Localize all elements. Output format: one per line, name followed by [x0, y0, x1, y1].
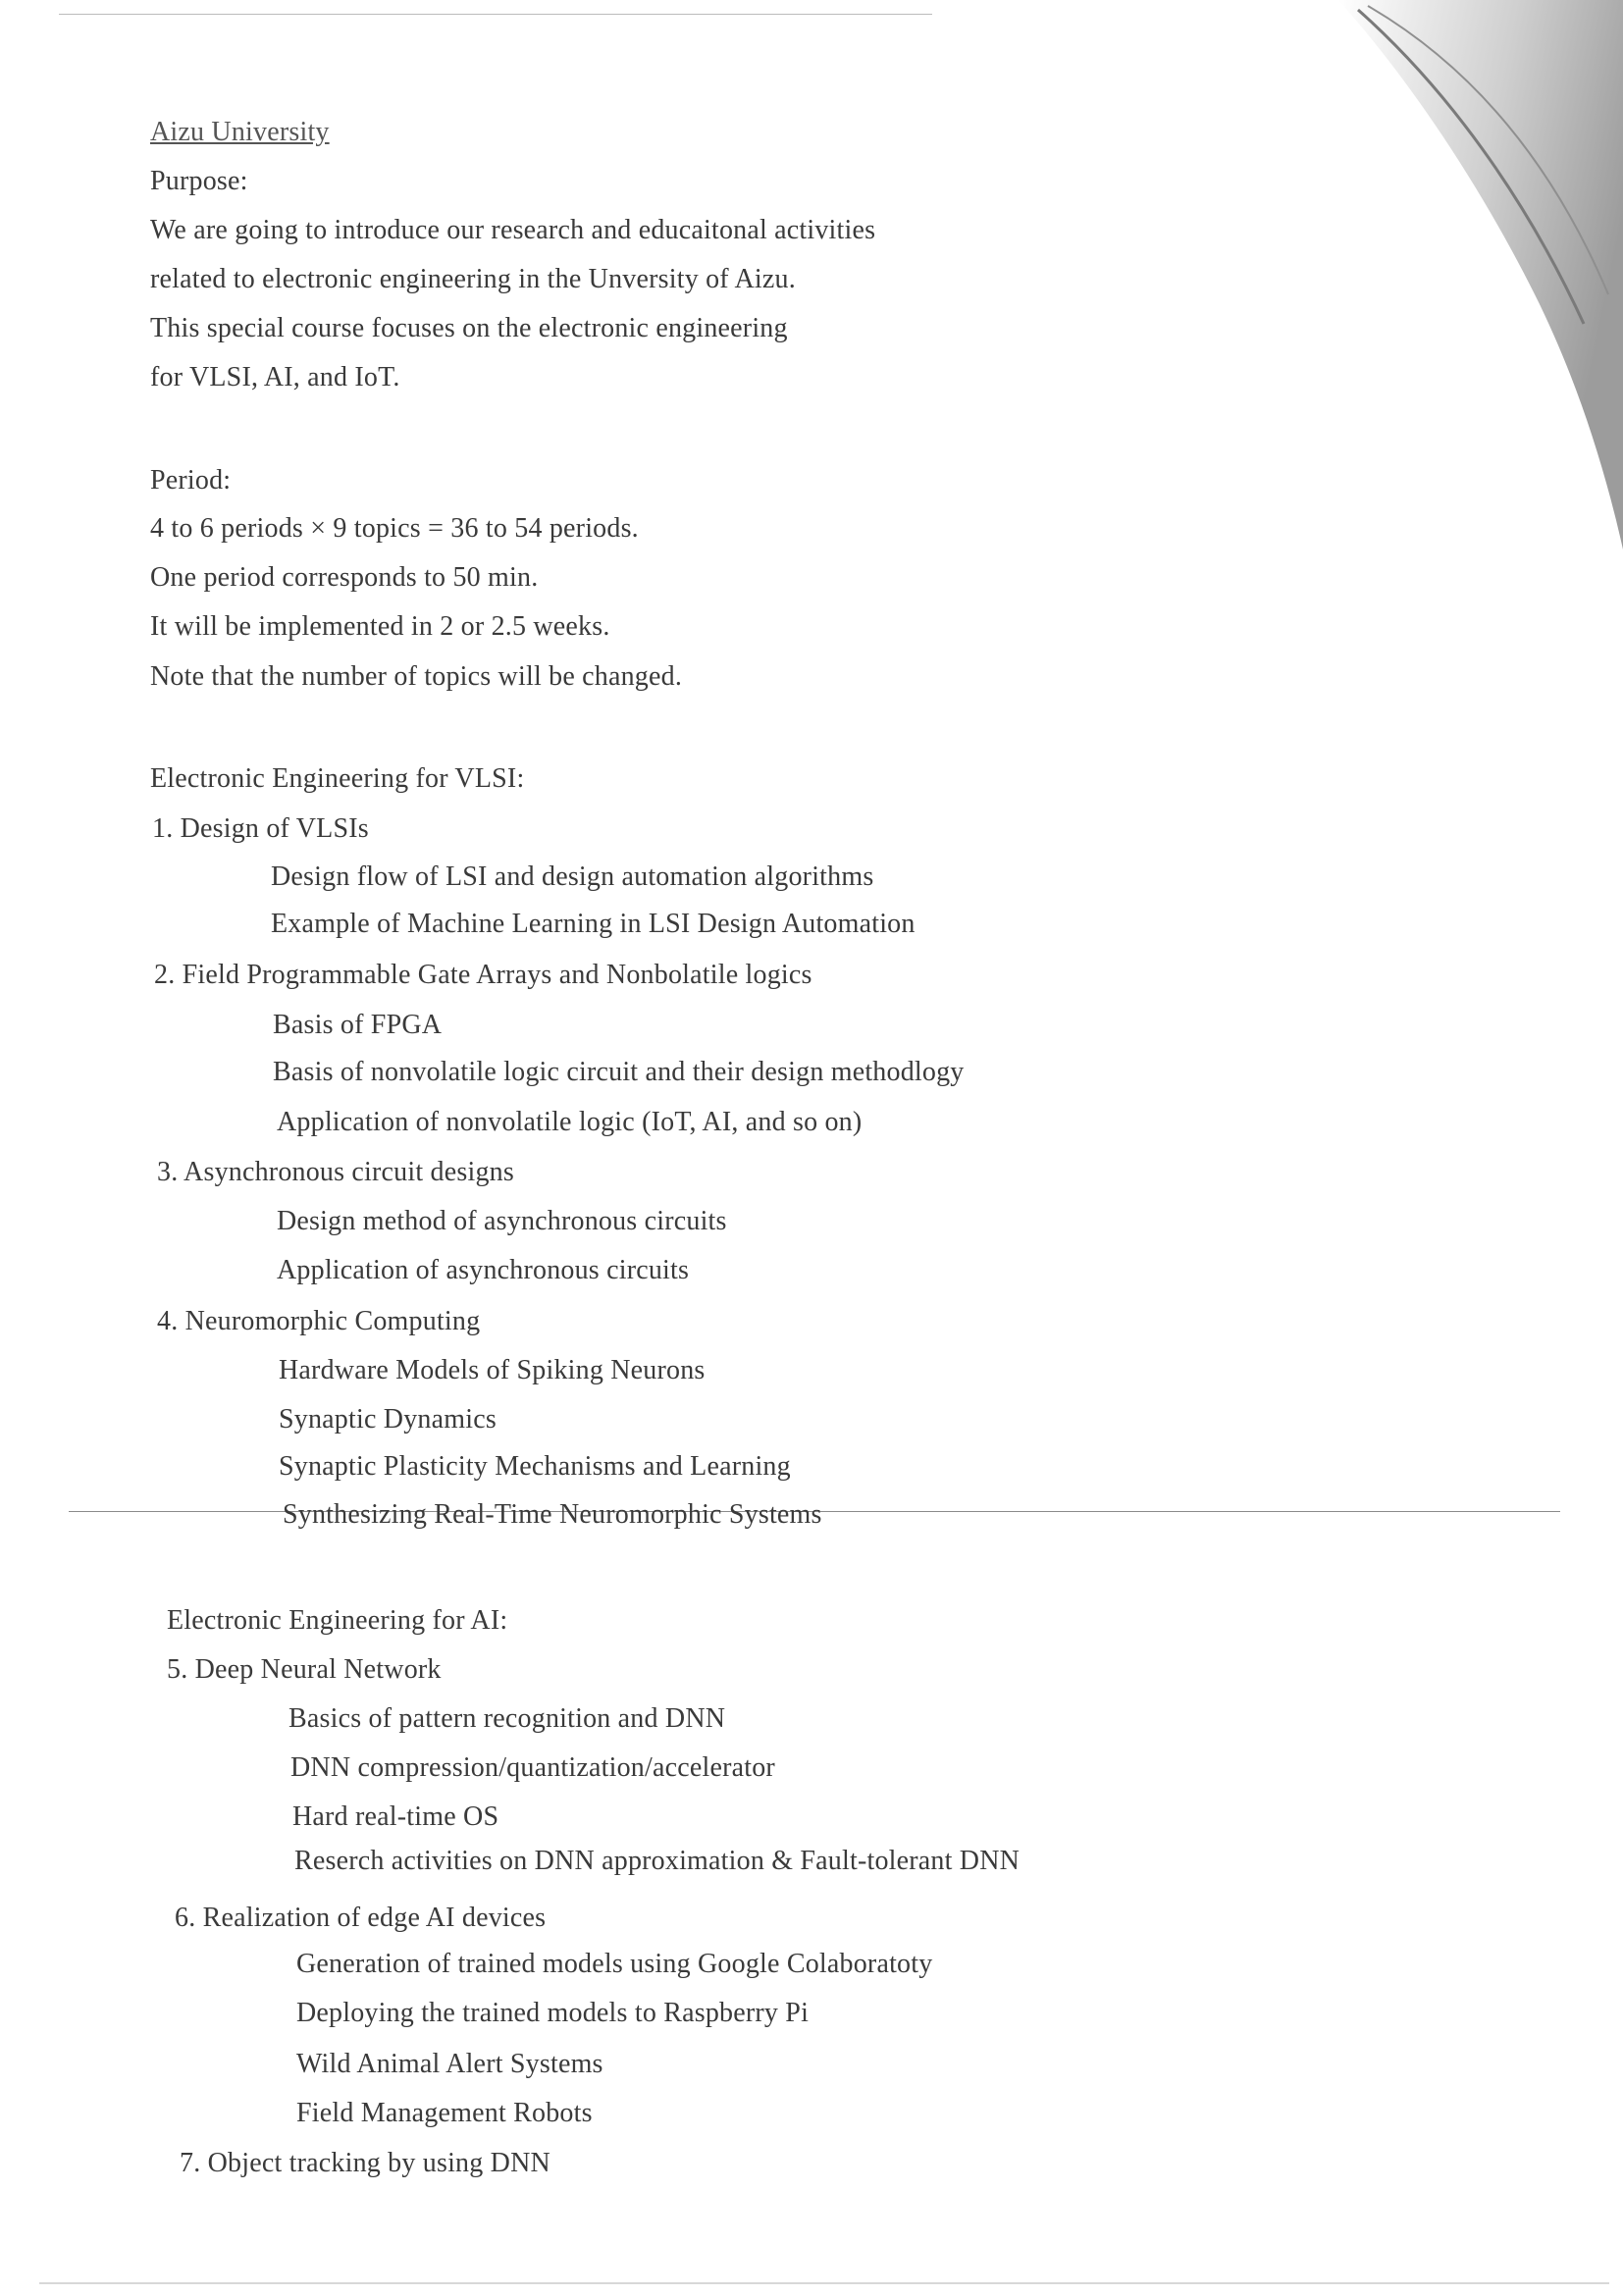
- purpose-line: This special course focuses on the electronic engineering: [150, 313, 788, 343]
- period-line: It will be implemented in 2 or 2.5 weeks.: [150, 611, 610, 642]
- topic-item: Example of Machine Learning in LSI Design Automation: [271, 909, 916, 939]
- topic-title: 7. Object tracking by using DNN: [180, 2148, 550, 2178]
- purpose-line: related to electronic engineering in the Unversity of Aizu.: [150, 264, 796, 294]
- topic-title: 6. Realization of edge AI devices: [175, 1903, 547, 1933]
- topic-title: 4. Neuromorphic Computing: [157, 1306, 481, 1336]
- topic-title: 2. Field Programmable Gate Arrays and Nonbolatile logics: [154, 960, 812, 990]
- purpose-heading: Purpose:: [150, 166, 248, 196]
- topic-item: Field Management Robots: [296, 2098, 593, 2128]
- topic-item: Synaptic Plasticity Mechanisms and Learning: [279, 1451, 791, 1482]
- topic-item: Design flow of LSI and design automation algorithms: [271, 861, 874, 892]
- topic-item: Basis of FPGA: [273, 1010, 443, 1040]
- topic-item: Hard real-time OS: [292, 1801, 499, 1832]
- topic-item: Deploying the trained models to Raspberry Pi: [296, 1998, 810, 2028]
- topic-item: Application of nonvolatile logic (IoT, AI, and so on): [277, 1107, 863, 1137]
- topic-item: Hardware Models of Spiking Neurons: [279, 1355, 706, 1385]
- topic-item: Basis of nonvolatile logic circuit and their design methodlogy: [273, 1057, 965, 1087]
- topic-item: Synthesizing Real-Time Neuromorphic Systems: [283, 1499, 822, 1530]
- scan-top-edge: [59, 14, 932, 15]
- topic-item: Synaptic Dynamics: [279, 1404, 497, 1435]
- vlsi-heading: Electronic Engineering for VLSI:: [150, 763, 525, 794]
- topic-item: Reserch activities on DNN approximation & Fault-tolerant DNN: [294, 1846, 1021, 1876]
- ai-heading: Electronic Engineering for AI:: [167, 1605, 508, 1636]
- topic-item: DNN compression/quantization/accelerator: [290, 1752, 775, 1783]
- topic-title: 3. Asynchronous circuit designs: [157, 1157, 514, 1187]
- topic-title: 5. Deep Neural Network: [167, 1654, 442, 1685]
- period-line: One period corresponds to 50 min.: [150, 562, 539, 593]
- topic-title: 1. Design of VLSIs: [152, 813, 369, 844]
- topic-item: Design method of asynchronous circuits: [277, 1206, 727, 1236]
- topic-item: Wild Animal Alert Systems: [296, 2049, 603, 2079]
- folded-corner-shadow: [1338, 0, 1623, 549]
- topic-item: Generation of trained models using Google Colaboratoty: [296, 1949, 933, 1979]
- topic-item: Basics of pattern recognition and DNN: [288, 1703, 726, 1734]
- period-line: 4 to 6 periods × 9 topics = 36 to 54 periods.: [150, 513, 639, 544]
- scan-bottom-edge: [39, 2282, 1609, 2284]
- page-title: Aizu University: [150, 117, 330, 147]
- purpose-line: We are going to introduce our research and educaitonal activities: [150, 215, 876, 245]
- purpose-line: for VLSI, AI, and IoT.: [150, 362, 400, 392]
- period-line: Note that the number of topics will be changed.: [150, 661, 683, 692]
- period-heading: Period:: [150, 465, 232, 496]
- topic-item: Application of asynchronous circuits: [277, 1255, 690, 1285]
